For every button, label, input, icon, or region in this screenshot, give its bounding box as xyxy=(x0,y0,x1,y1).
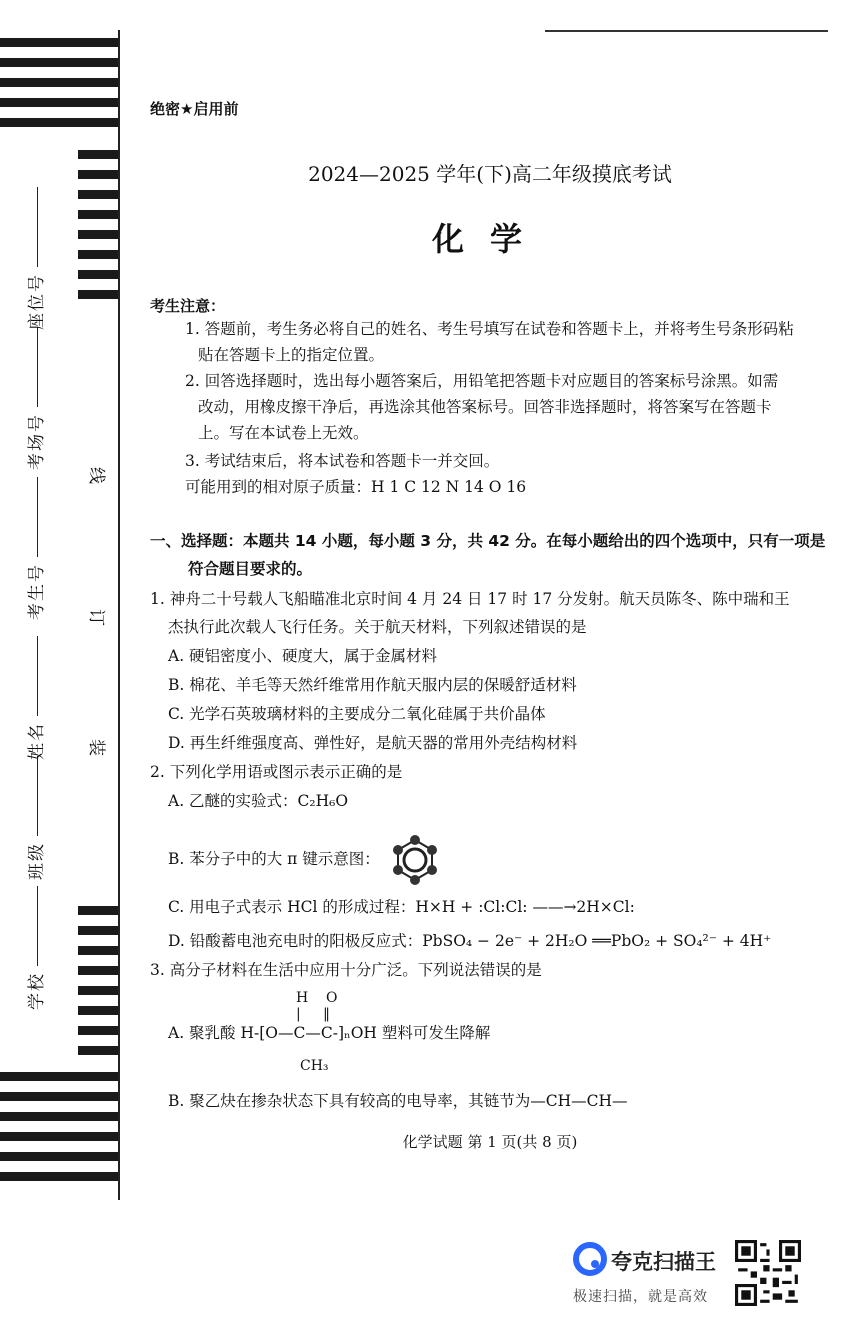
question-1-option-a: A. 硬铝密度小、硬度大，属于金属材料 xyxy=(168,647,438,665)
binding-strip xyxy=(0,0,122,1322)
brand-name: 夸克扫描王 xyxy=(611,1250,716,1274)
section-heading: 一、选择题：本题共 14 小题，每小题 3 分，共 42 分。在每小题给出的四个选项中，只有一项是 xyxy=(150,532,826,550)
binding-line xyxy=(118,30,120,1200)
page-footer: 化学试题 第 1 页(共 8 页) xyxy=(402,1133,578,1151)
subject-title: 化学 xyxy=(431,220,548,258)
binding-stripe xyxy=(78,1006,118,1015)
binding-stripe xyxy=(0,1112,118,1121)
notice-line: 3. 考试结束后，将本试卷和答题卡一并交回。 xyxy=(185,452,500,470)
binding-stripe xyxy=(78,906,118,915)
binding-stripe xyxy=(0,1072,118,1081)
school-field[interactable] xyxy=(22,886,47,1010)
cut-mark-staple: 装 xyxy=(86,739,106,756)
class-label: 班级 xyxy=(27,842,47,880)
question-2-option-b-text: B. 苯分子中的大 π 键示意图： xyxy=(168,850,380,868)
question-2-stem: 2. 下列化学用语或图示表示正确的是 xyxy=(150,763,403,781)
name-field[interactable] xyxy=(22,636,47,760)
binding-stripe xyxy=(0,98,118,107)
binding-stripe xyxy=(78,946,118,955)
question-2-option-b xyxy=(168,834,441,886)
binding-stripe xyxy=(0,1152,118,1161)
binding-stripe xyxy=(0,38,118,47)
binding-stripe xyxy=(78,926,118,935)
question-1-option-d: D. 再生纤维强度高、弹性好，是航天器的常用外壳结构材料 xyxy=(168,734,578,752)
benzene-pi-bond-icon xyxy=(389,834,441,886)
cut-mark-bind: 订 xyxy=(86,609,106,626)
cut-mark-line: 线 xyxy=(86,467,106,484)
class-field[interactable] xyxy=(22,756,47,880)
question-2-option-d: D. 铅酸蓄电池充电时的阳极反应式：PbSO₄ − 2e⁻ + 2H₂O ══PbO₂ + SO₄²⁻ + 4H⁺ xyxy=(168,932,772,950)
question-1-option-b: B. 棉花、羊毛等天然纤维常用作航天服内层的保暖舒适材料 xyxy=(168,676,577,694)
quark-logo-icon xyxy=(573,1242,607,1276)
notice-line: 2. 回答选择题时，选出每小题答案后，用铅笔把答题卡对应题目的答案标号涂黑。如需 xyxy=(185,372,779,390)
confidential-mark: 绝密★启用前 xyxy=(150,100,239,118)
exam-room-field[interactable] xyxy=(22,327,47,470)
question-1-option-c: C. 光学石英玻璃材料的主要成分二氧化硅属于共价晶体 xyxy=(168,705,546,723)
exam-title: 2024—2025 学年(下)高二年级摸底考试 xyxy=(308,162,672,186)
name-label: 姓名 xyxy=(27,722,47,760)
question-3-stem: 3. 高分子材料在生活中应用十分广泛。下列说法错误的是 xyxy=(150,961,542,979)
exam-room-label: 考场号 xyxy=(27,413,47,470)
notice-line: 贴在答题卡上的指定位置。 xyxy=(198,346,385,364)
seat-number-label: 座位号 xyxy=(27,273,47,330)
scanner-brand xyxy=(573,1242,716,1305)
brand-slogan: 极速扫描，就是高效 xyxy=(573,1289,708,1305)
binding-stripe xyxy=(78,986,118,995)
question-2-option-c: C. 用电子式表示 HCl 的形成过程：H×H + :Cl:Cl: ——→2H×Cl: xyxy=(168,898,635,916)
binding-stripe xyxy=(78,1046,118,1055)
notice-line: 上。写在本试卷上无效。 xyxy=(198,424,369,442)
structure-bonds: | ‖ xyxy=(296,1006,330,1022)
binding-stripe xyxy=(0,1172,118,1181)
question-1-stem: 1. 神舟二十号载人飞船瞄准北京时间 4 月 24 日 17 时 17 分发射。航天员陈冬、陈中瑞和王 xyxy=(150,590,790,608)
binding-stripe xyxy=(0,118,118,127)
notice-line: 1. 答题前，考生务必将自己的姓名、考生号填写在试卷和答题卡上，并将考生号条形码粘 xyxy=(185,320,794,338)
binding-stripe xyxy=(78,190,118,199)
binding-stripe xyxy=(0,78,118,87)
atomic-mass-line: 可能用到的相对原子质量：H 1 C 12 N 14 O 16 xyxy=(185,478,527,496)
question-2-option-a: A. 乙醚的实验式：C₂H₆O xyxy=(168,792,349,810)
binding-stripe xyxy=(78,290,118,299)
candidate-number-label: 考生号 xyxy=(27,563,47,620)
structure-top-atoms: H O xyxy=(296,990,338,1006)
structure-methyl: CH₃ xyxy=(300,1058,329,1074)
question-3-option-b: B. 聚乙炔在掺杂状态下具有较高的电导率，其链节为—CH—CH— xyxy=(168,1092,628,1110)
polylactic-acid-structure xyxy=(296,990,338,1022)
candidate-number-field[interactable] xyxy=(22,477,47,620)
section-heading-cont: 符合题目要求的。 xyxy=(188,560,313,578)
binding-stripe xyxy=(0,58,118,67)
notice-heading: 考生注意： xyxy=(150,297,226,315)
binding-stripe xyxy=(78,1026,118,1035)
school-label: 学校 xyxy=(27,972,47,1010)
top-rule xyxy=(545,30,828,32)
binding-stripe xyxy=(78,270,118,279)
binding-stripe xyxy=(0,1092,118,1101)
qr-code-icon[interactable] xyxy=(735,1240,801,1306)
question-1-stem-cont: 杰执行此次载人飞行任务。关于航天材料，下列叙述错误的是 xyxy=(168,618,587,636)
binding-stripe xyxy=(78,966,118,975)
notice-line: 改动，用橡皮擦干净后，再选涂其他答案标号。回答非选择题时，将答案写在答题卡 xyxy=(198,398,772,416)
question-3-option-a: A. 聚乳酸 H-[O—C—C-]ₙOH 塑料可发生降解 xyxy=(168,1024,491,1042)
